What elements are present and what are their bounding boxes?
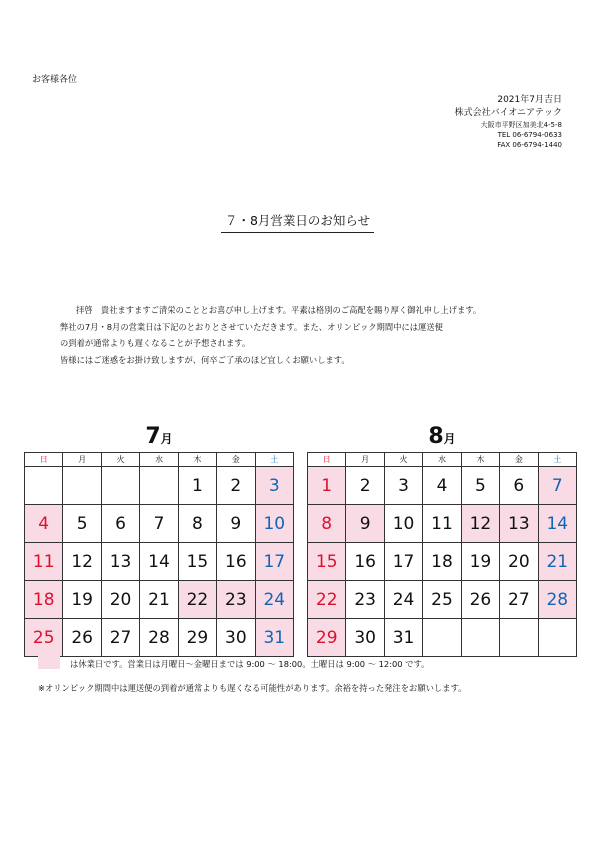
calendar-empty-cell: [461, 619, 499, 657]
calendar-day: 15: [308, 543, 346, 581]
calendar-day: 20: [101, 581, 139, 619]
body-paragraph: 拝啓 貴社ますますご清栄のこととお喜び申し上げます。平素は格別のご高配を賜り厚く御礼申し上げます。: [76, 305, 482, 315]
calendar-day: 14: [538, 505, 576, 543]
calendar-day: 16: [346, 543, 384, 581]
calendar-day: 26: [63, 619, 101, 657]
calendar-day: 8: [178, 505, 216, 543]
calendar-day: 30: [217, 619, 255, 657]
calendar-day: 18: [423, 543, 461, 581]
calendar-day: 4: [25, 505, 63, 543]
calendar-day: 26: [461, 581, 499, 619]
calendar-day: 3: [255, 467, 293, 505]
calendar-day: 10: [384, 505, 422, 543]
notice-title-wrap: [0, 210, 595, 233]
calendar-day: 2: [217, 467, 255, 505]
company-tel: TEL 06-6794-0633: [497, 131, 562, 139]
calendar-day: 9: [346, 505, 384, 543]
calendar-day: 23: [346, 581, 384, 619]
recipient: お客様各位: [32, 75, 78, 85]
calendar-day: 12: [63, 543, 101, 581]
calendar-day: 29: [308, 619, 346, 657]
calendar-day: 25: [423, 581, 461, 619]
weekday-label: 月: [346, 453, 384, 467]
weekday-label: 土: [538, 453, 576, 467]
calendar-week-row: [308, 467, 577, 505]
weekday-label: 日: [25, 453, 63, 467]
month-suffix: 月: [160, 432, 173, 446]
calendar-day: 19: [461, 543, 499, 581]
calendar-day: 12: [461, 505, 499, 543]
calendar-week-row: [308, 619, 577, 657]
calendar-day: 9: [217, 505, 255, 543]
month-number: 7: [145, 424, 161, 449]
sender-block: [455, 94, 562, 150]
company-address: 大阪市平野区加美北4-5-8: [480, 121, 562, 129]
weekday-label: 日: [308, 453, 346, 467]
weekday-label: 金: [217, 453, 255, 467]
weekday-label: 火: [384, 453, 422, 467]
calendar-day: 3: [384, 467, 422, 505]
weekday-header-row: [308, 453, 577, 467]
calendar-week-row: [308, 505, 577, 543]
calendar-day: 13: [500, 505, 538, 543]
calendar-day: 24: [384, 581, 422, 619]
calendar-week-row: [25, 619, 294, 657]
calendar-week-row: [308, 543, 577, 581]
body-paragraph: の到着が通常よりも遅くなることが予想されます。: [60, 338, 251, 348]
calendar-day: 27: [101, 619, 139, 657]
calendar-day: 29: [178, 619, 216, 657]
calendar-empty-cell: [423, 619, 461, 657]
weekday-label: 水: [140, 453, 178, 467]
calendar-day: 16: [217, 543, 255, 581]
weekday-label: 月: [63, 453, 101, 467]
calendar-day: 27: [500, 581, 538, 619]
calendar-day: 14: [140, 543, 178, 581]
calendar-month-title: [24, 425, 294, 451]
calendar-july: [24, 424, 294, 657]
calendar-day: 1: [178, 467, 216, 505]
calendar-day: 19: [63, 581, 101, 619]
company-name: 株式会社バイオニアテック: [454, 108, 562, 118]
calendar-week-row: [25, 581, 294, 619]
legend-text: は休業日です。営業日は月曜日～金曜日までは 9:00 ～ 18:00。土曜日は 9:00 ～ 12:00 です。: [70, 659, 430, 669]
calendar-day: 15: [178, 543, 216, 581]
calendar-day: 31: [255, 619, 293, 657]
notice-body: [60, 302, 565, 368]
weekday-label: 木: [178, 453, 216, 467]
body-paragraph: 皆様にはご迷惑をお掛け致しますが、何卒ご了承のほど宜しくお願いします。: [60, 354, 350, 365]
calendar-empty-cell: [140, 467, 178, 505]
calendar-empty-cell: [63, 467, 101, 505]
calendar-day: 1: [308, 467, 346, 505]
calendar-empty-cell: [500, 619, 538, 657]
calendar-day: 21: [538, 543, 576, 581]
calendar-week-row: [25, 543, 294, 581]
calendar-day: 22: [308, 581, 346, 619]
calendar-august: [307, 424, 577, 657]
calendar-week-row: [25, 467, 294, 505]
calendar-empty-cell: [25, 467, 63, 505]
calendar-day: 11: [25, 543, 63, 581]
calendar-day: 31: [384, 619, 422, 657]
calendar-week-row: [25, 505, 294, 543]
month-suffix: 月: [443, 432, 456, 446]
calendar-day: 20: [500, 543, 538, 581]
calendar-day: 17: [255, 543, 293, 581]
month-number: 8: [428, 424, 444, 449]
olympic-note: ※オリンピック期間中は運送便の到着が通常よりも遅くなる可能性があります。余裕を持った発注をお願いします。: [38, 683, 467, 693]
legend-swatch: [38, 651, 60, 669]
calendar-day: 7: [140, 505, 178, 543]
calendar-day: 6: [500, 467, 538, 505]
calendar-day: 22: [178, 581, 216, 619]
weekday-label: 土: [255, 453, 293, 467]
calendar-day: 8: [308, 505, 346, 543]
calendar-day: 7: [538, 467, 576, 505]
calendar-day: 6: [101, 505, 139, 543]
calendar-day: 25: [25, 619, 63, 657]
calendar-day: 28: [538, 581, 576, 619]
calendar-day: 30: [346, 619, 384, 657]
calendar-empty-cell: [101, 467, 139, 505]
calendar-month-title: [307, 425, 577, 451]
calendar-day: 23: [217, 581, 255, 619]
weekday-label: 金: [500, 453, 538, 467]
calendar-day: 18: [25, 581, 63, 619]
company-fax: FAX 06-6794-1440: [497, 141, 562, 149]
notice-title: ７・8月営業日のお知らせ: [221, 211, 374, 233]
weekday-label: 木: [461, 453, 499, 467]
calendar-day: 10: [255, 505, 293, 543]
issue-date: 2021年7月吉日: [497, 95, 562, 105]
calendar-day: 5: [461, 467, 499, 505]
calendar-day: 4: [423, 467, 461, 505]
weekday-label: 水: [423, 453, 461, 467]
calendar-empty-cell: [538, 619, 576, 657]
weekday-label: 火: [101, 453, 139, 467]
calendar-day: 5: [63, 505, 101, 543]
calendar-day: 28: [140, 619, 178, 657]
calendar-day: 13: [101, 543, 139, 581]
calendar-day: 21: [140, 581, 178, 619]
calendar-grid: [24, 452, 294, 657]
calendar-day: 2: [346, 467, 384, 505]
calendar-week-row: [308, 581, 577, 619]
body-paragraph: 弊社の7月・8月の営業日は下記のとおりとさせていただきます。また、オリンピック期間中には運送便: [60, 321, 443, 332]
calendar-day: 24: [255, 581, 293, 619]
calendar-day: 11: [423, 505, 461, 543]
calendar-day: 17: [384, 543, 422, 581]
weekday-header-row: [25, 453, 294, 467]
calendar-grid: [307, 452, 577, 657]
